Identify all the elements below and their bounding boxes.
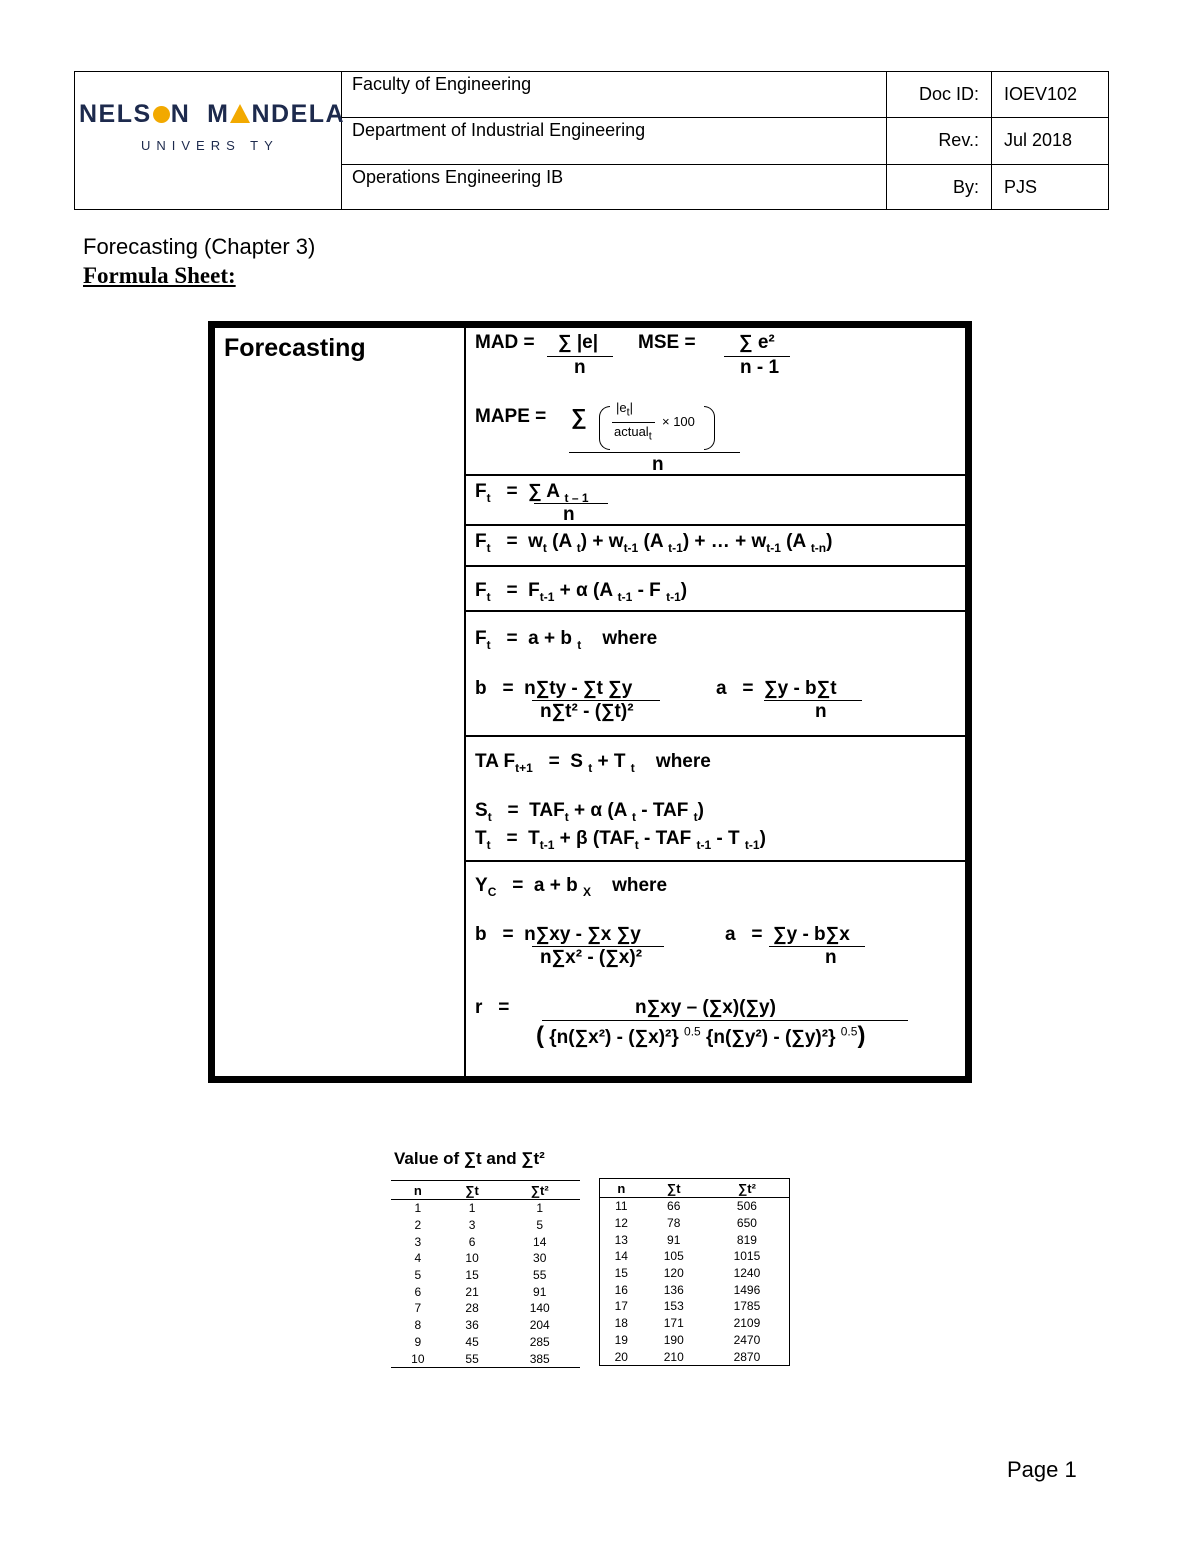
column-header: ∑t² — [705, 1179, 790, 1198]
table-cell: 105 — [663, 1249, 684, 1264]
regression-section: $Y_C = a + b$ $_X$ where b = n∑xy - ∑x ∑y n∑x² - (∑x)² a = ∑y - b∑x n r = n∑xy – (∑x)(∑y) ( {n(∑x²) - (∑x)²} $^{0.5}$ {n(∑y²) - (∑y)²} $^{0.5}$) — [466, 862, 965, 1076]
table-cell: 9 — [414, 1334, 422, 1349]
table-cell: 15 — [465, 1268, 479, 1283]
table-row — [391, 1334, 580, 1351]
table-cell: 1015 — [733, 1249, 761, 1264]
error-measures-section: MAD = ∑ |e| n MSE = ∑ e² n - 1 MAPE = ∑ $|e_t|$ actual$_t$ × 100 n — [466, 328, 965, 476]
table-cell: 1 — [468, 1201, 476, 1216]
table-cell: 78 — [667, 1216, 681, 1231]
table-cell: 204 — [529, 1318, 550, 1333]
table-row — [391, 1250, 580, 1267]
value-table-left — [391, 1180, 580, 1368]
table-cell: 55 — [465, 1351, 479, 1366]
table-row — [600, 1248, 790, 1265]
table-cell: 17 — [614, 1299, 628, 1314]
table-cell: 10 — [465, 1251, 479, 1266]
table-row — [600, 1198, 790, 1215]
table-cell: 91 — [667, 1232, 681, 1247]
table-cell: 28 — [465, 1301, 479, 1316]
table-cell: 171 — [663, 1316, 684, 1331]
table-cell: 1240 — [733, 1266, 761, 1281]
table-row — [600, 1215, 790, 1232]
logo-a-triangle-icon — [230, 104, 250, 123]
table-cell: 5 — [536, 1218, 544, 1233]
table-cell: 13 — [614, 1232, 628, 1247]
table-cell: 385 — [529, 1351, 550, 1366]
doc-id-label: Doc ID: — [887, 72, 992, 117]
value-table-right — [599, 1178, 790, 1366]
table-row — [391, 1217, 580, 1234]
table-cell: 136 — [663, 1282, 684, 1297]
correlation-formula: r = — [475, 997, 510, 1018]
table-cell: 18 — [614, 1316, 628, 1331]
table-row — [391, 1350, 580, 1367]
document-header — [74, 71, 1109, 210]
linear-trend-section: $F_t = a + b$ $_t$ where b = n∑ty - ∑t ∑y n∑t² - (∑t)² a = ∑y - b∑t n — [466, 612, 965, 737]
table-cell: 6 — [414, 1284, 422, 1299]
table-cell: 12 — [614, 1216, 628, 1231]
table-cell: 2109 — [733, 1316, 761, 1331]
mad-formula: MAD = — [475, 332, 535, 353]
page-title: Forecasting (Chapter 3) — [83, 234, 316, 259]
formula-box-heading: Forecasting — [224, 334, 366, 362]
table-cell: 3 — [468, 1218, 476, 1233]
table-cell: 1 — [414, 1201, 422, 1216]
table-cell: 285 — [529, 1334, 550, 1349]
table-cell: 55 — [533, 1268, 547, 1283]
table-cell: 30 — [533, 1251, 547, 1266]
faculty-name: Faculty of Engineering — [342, 72, 887, 117]
table-row — [600, 1298, 790, 1315]
column-header: n — [391, 1181, 445, 1200]
column-header: ∑t — [445, 1181, 500, 1200]
table-cell: 4 — [414, 1251, 422, 1266]
table-cell: 1 — [536, 1201, 544, 1216]
logo-subtitle: UNIVERS TY — [141, 138, 279, 153]
table-row — [600, 1332, 790, 1349]
table-cell: 91 — [533, 1284, 547, 1299]
table-row — [391, 1200, 580, 1217]
table-cell: 5 — [414, 1268, 422, 1283]
table-cell: 11 — [615, 1199, 628, 1214]
table-row — [600, 1231, 790, 1248]
doc-id-value: IOEV102 — [1004, 84, 1078, 104]
table-cell: 8 — [414, 1318, 422, 1333]
table-cell: 190 — [663, 1332, 684, 1347]
table-cell: 21 — [465, 1284, 479, 1299]
rev-value: Jul 2018 — [1004, 130, 1073, 150]
university-logo: NELS N M NDELA UNIVERS TY — [75, 72, 342, 209]
table-row — [391, 1317, 580, 1334]
table-cell: 66 — [667, 1199, 681, 1214]
value-table-title: Value of ∑t and ∑t² — [394, 1149, 545, 1168]
page-number: Page 1 — [1007, 1457, 1077, 1482]
table-cell: 2 — [414, 1218, 422, 1233]
table-cell: 15 — [614, 1266, 628, 1281]
table-cell: 6 — [468, 1234, 476, 1249]
table-cell: 1496 — [733, 1282, 761, 1297]
table-cell: 14 — [614, 1249, 628, 1264]
department-name: Department of Industrial Engineering — [342, 118, 887, 164]
table-row — [391, 1233, 580, 1250]
by-value: PJS — [1004, 177, 1038, 197]
table-cell: 20 — [614, 1349, 628, 1364]
table-cell: 3 — [414, 1234, 422, 1249]
table-cell: 819 — [736, 1232, 757, 1247]
table-cell: 650 — [736, 1216, 757, 1231]
table-cell: 14 — [533, 1234, 547, 1249]
table-cell: 506 — [736, 1199, 757, 1214]
column-header: ∑t — [643, 1179, 705, 1198]
table-cell: 45 — [465, 1334, 479, 1349]
table-cell: 10 — [411, 1351, 425, 1366]
table-cell: 153 — [663, 1299, 684, 1314]
by-label: By: — [887, 165, 992, 209]
column-header: ∑t² — [499, 1181, 580, 1200]
table-row — [600, 1265, 790, 1282]
table-cell: 36 — [465, 1318, 479, 1333]
mse-formula: MSE = — [638, 332, 696, 353]
table-cell: 2470 — [733, 1332, 761, 1347]
table-cell: 140 — [529, 1301, 550, 1316]
weighted-moving-average-section: $F_t = w_t$ (A $_t) + w_{t-1}$ (A $_{t-1}$) + … + $w_{t-1}$ (A $_{t-n}$) — [466, 526, 965, 567]
exponential-smoothing-section: $F_t = F_{t-1} + \alpha$ (A $_{t-1}$ - F $_{t-1}$) — [466, 567, 965, 612]
table-row — [600, 1281, 790, 1298]
table-row — [600, 1315, 790, 1332]
table-row — [391, 1300, 580, 1317]
table-cell: 120 — [663, 1266, 684, 1281]
table-row — [600, 1348, 790, 1365]
trend-adjusted-section: TA $F_{t+1} = S$ $_t$ + T $_t$ where $S_t = TAF_t + \alpha$ (A $_t$ - TAF $_t$) $T_t = T_{t-1} + \beta$ ($TAF_t$ - TAF $_{t-1}$ - T $_{t-1}$) — [466, 737, 965, 862]
table-cell: 2870 — [733, 1349, 761, 1364]
table-row — [391, 1267, 580, 1284]
mape-formula: MAPE = — [475, 406, 547, 427]
table-row — [391, 1283, 580, 1300]
table-cell: 210 — [663, 1349, 684, 1364]
logo-o-dot-icon — [153, 106, 170, 123]
table-cell: 19 — [614, 1332, 628, 1347]
rev-label: Rev.: — [887, 118, 992, 164]
table-cell: 16 — [614, 1282, 628, 1297]
table-cell: 1785 — [733, 1299, 761, 1314]
table-cell: 7 — [414, 1301, 422, 1316]
formula-box — [208, 321, 972, 1083]
course-name: Operations Engineering IB — [342, 165, 887, 209]
page-subtitle: Formula Sheet: — [83, 263, 236, 288]
column-header: n — [600, 1179, 643, 1198]
moving-average-section: $F_t$ = ∑ A $_{t - 1}$ n — [466, 476, 965, 526]
